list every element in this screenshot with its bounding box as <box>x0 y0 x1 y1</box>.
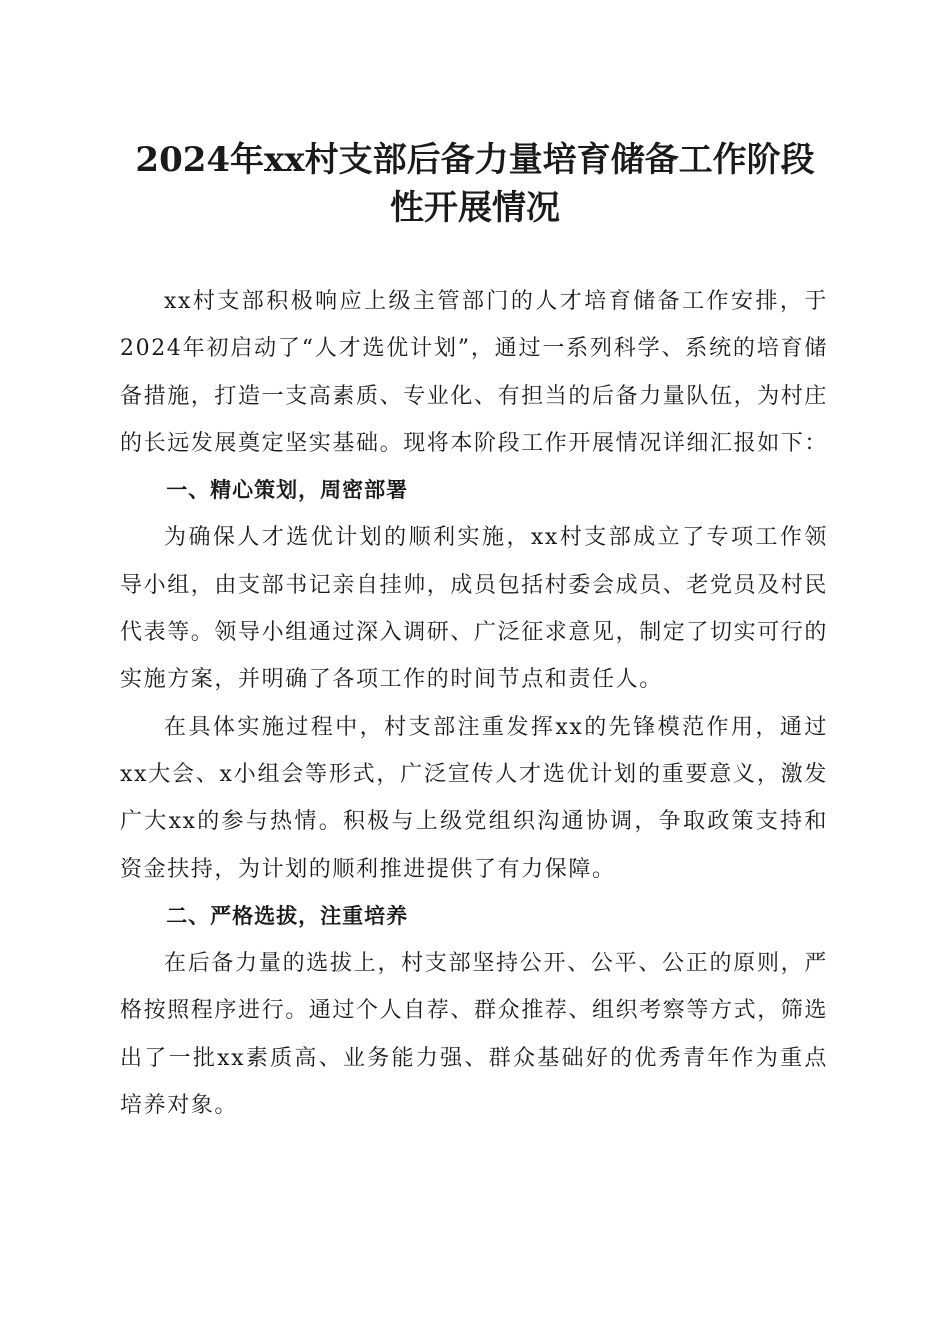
section-1-paragraph-2: 在具体实施过程中，村支部注重发挥xx的先锋模范作用，通过xx大会、x小组会等形式，广泛宣传人才选优计划的重要意义，激发广大xx的参与热情。积极与上级党组织沟通协调，争取政策支持和资金扶持，为计划的顺利推进提供了有力保障。 <box>120 714 828 882</box>
section-2-paragraph-1: 在后备力量的选拔上，村支部坚持公开、公平、公正的原则，严格按照程序进行。通过个人自荐、群众推荐、组织考察等方式，筛选出了一批xx素质高、业务能力强、群众基础好的优秀青年作为重点培养对象。 <box>120 951 829 1119</box>
section-1-heading: 一、精心策划，周密部署 <box>166 478 409 503</box>
section-2-heading: 二、严格选拔，注重培养 <box>166 903 409 928</box>
document-title <box>100 136 850 232</box>
document-body <box>120 278 828 1129</box>
title-line-2: 性开展情况 <box>390 188 560 228</box>
title-line-1: 2024年xx村支部后备力量培育储备工作阶段 <box>135 140 815 180</box>
intro-paragraph: xx村支部积极响应上级主管部门的人才培育储备工作安排，于2024年初启动了“人才选优计划”，通过一系列科学、系统的培育储备措施，打造一支高素质、专业化、有担当的后备力量队伍，为村庄的长远发展奠定坚实基础。现将本阶段工作开展情况详细汇报如下： <box>120 289 829 456</box>
section-1-paragraph-1: 为确保人才选优计划的顺利实施，xx村支部成立了专项工作领导小组，由支部书记亲自挂帅，成员包括村委会成员、老党员及村民代表等。领导小组通过深入调研、广泛征求意见，制定了切实可行的实施方案，并明确了各项工作的时间节点和责任人。 <box>120 525 829 693</box>
